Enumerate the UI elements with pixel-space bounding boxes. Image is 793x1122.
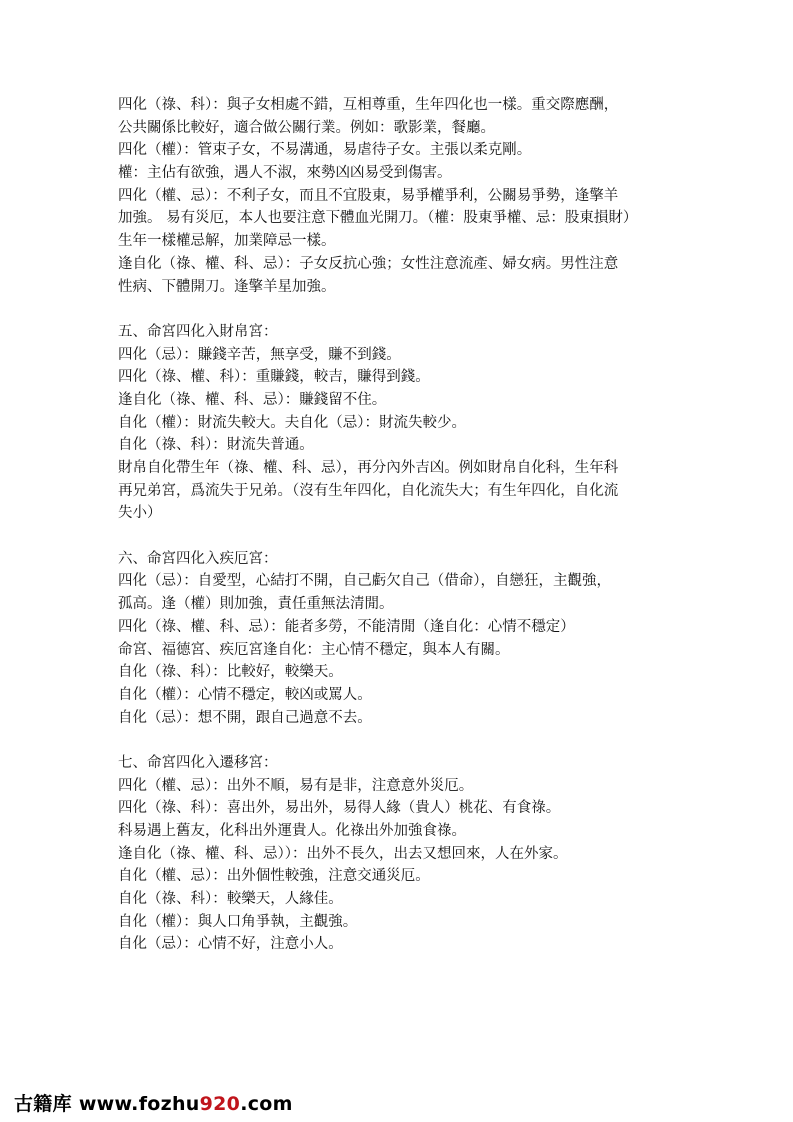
text-line: 四化（祿、科）：與子女相處不錯，互相尊重，生年四化也一樣。重交際應酬， <box>118 97 619 113</box>
text-line: 四化（權、忌）：不利子女，而且不宜股東，易爭權爭利，公關易爭勢，逢擎羊 <box>118 187 619 204</box>
section-gap <box>118 729 698 752</box>
text-line: 自化（忌）：想不開，跟自己過意不去。 <box>118 709 372 726</box>
text-line: 六、命宮四化入疾厄宮： <box>118 550 278 567</box>
footer-site-number: 920 <box>199 1093 241 1115</box>
text-line: 性病、下體開刀。逢擎羊星加強。 <box>118 278 336 295</box>
text-line: 自化（權）：心情不穩定，較凶或罵人。 <box>118 686 372 703</box>
text-line: 自化（祿、科）：財流失普通。 <box>118 437 314 454</box>
text-line: 四化（祿、權、科）：重賺錢，較吉，賺得到錢。 <box>118 369 430 386</box>
footer-site-suffix: .com <box>240 1093 293 1115</box>
text-line: 命宮、福德宮、疾厄宮逢自化：主心情不穩定，與本人有關。 <box>118 641 510 658</box>
text-line: 權：主佔有欲強，遇人不淑，來勢凶凶易受到傷害。 <box>118 165 452 182</box>
text-line: 科易遇上舊友，化科出外運貴人。化祿出外加強食祿。 <box>118 823 466 839</box>
text-line: 四化（權）：管束子女，不易溝通，易虐待子女。主張以柔克剛。 <box>118 142 532 159</box>
section-travel-palace <box>118 752 698 956</box>
text-line: 自化（權）：財流失較大。夫自化（忌）：財流失較少。 <box>118 414 466 431</box>
text-line: 失小） <box>118 505 162 522</box>
section-children-palace <box>118 94 698 298</box>
text-line: 財帛自化帶生年（祿、權、科、忌），再分內外吉凶。例如財帛自化科，生年科 <box>118 460 619 476</box>
section-wealth-palace <box>118 321 698 525</box>
text-line: 自化（權、忌）：出外個性較強，注意交通災厄。 <box>118 868 430 885</box>
footer-site-cn: 古籍库 <box>14 1093 72 1115</box>
text-line: 逢自化（祿、權、科、忌）：賺錢留不住。 <box>118 391 387 408</box>
text-line: 自化（權）：與人口角爭執，主觀強。 <box>118 913 358 930</box>
text-line: 逢自化（祿、權、科、忌））：出外不長久，出去又想回來，人在外家。 <box>118 845 568 862</box>
text-line: 自化（忌）：心情不好，注意小人。 <box>118 936 343 953</box>
text-line: 自化（祿、科）：較樂天，人緣佳。 <box>118 891 343 908</box>
text-line: 四化（祿、權、科、忌）：能者多勞，不能清閒（逢自化：心情不穩定） <box>118 618 575 635</box>
text-line: 四化（祿、科）：喜出外，易出外，易得人緣（貴人）桃花、有食祿。 <box>118 800 561 817</box>
text-line: 逢自化（祿、權、科、忌）：子女反抗心強；女性注意流產、婦女病。男性注意 <box>118 255 619 272</box>
text-line: 自化（祿、科）：比較好，較樂天。 <box>118 664 343 681</box>
document-body <box>118 94 698 956</box>
text-line: 四化（忌）：賺錢辛苦，無享受，賺不到錢。 <box>118 346 401 363</box>
text-line: 四化（權、忌）：出外不順，易有是非，注意意外災厄。 <box>118 777 474 794</box>
text-line: 生年一樣權忌解，加業障忌一樣。 <box>118 233 336 250</box>
text-line: 再兄弟宮，爲流失于兄弟。（沒有生年四化，自化流失大；有生年四化，自化流 <box>118 482 619 499</box>
section-gap <box>118 525 698 548</box>
text-line: 加強。 易有災厄，本人也要注意下體血光開刀。（權：股東爭權、忌：股東損財） <box>118 210 638 227</box>
text-line: 四化（忌）：自愛型，心結打不開，自己虧欠自己（借命），自戀狂，主觀強， <box>118 573 611 590</box>
text-line: 七、命宮四化入遷移宮： <box>118 754 278 771</box>
section-health-palace <box>118 548 698 730</box>
text-line: 孤高。逢（權）則加強，責任重無法清閒。 <box>118 596 394 613</box>
text-line: 五、命宮四化入財帛宮： <box>118 323 278 340</box>
text-line: 公共關係比較好，適合做公關行業。例如：歌影業，餐廳。 <box>118 119 495 136</box>
footer-watermark <box>14 1089 293 1116</box>
section-gap <box>118 298 698 321</box>
footer-site-prefix: www.fozhu <box>78 1093 200 1115</box>
